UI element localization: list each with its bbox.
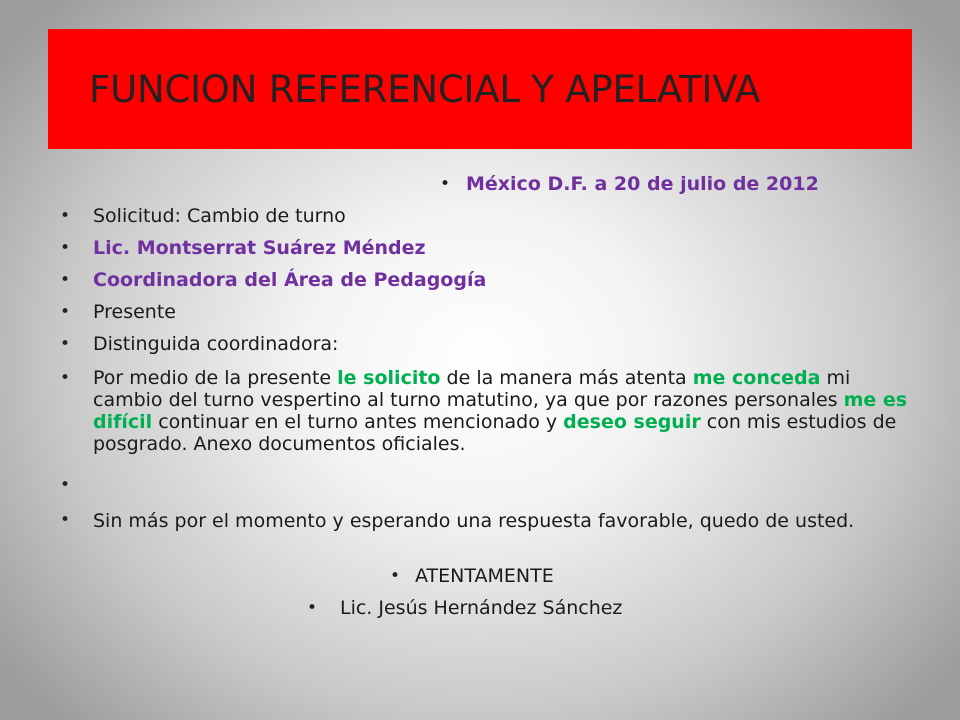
bullet-closing: • [60, 510, 71, 530]
subject-line: Solicitud: Cambio de turno [93, 205, 346, 227]
closing-paragraph: Sin más por el momento y esperando una respuesta favorable, quedo de usted. [93, 510, 855, 532]
recipient-title: Coordinadora del Área de Pedagogía [93, 269, 487, 291]
bullet-recipient-name: • [60, 238, 71, 258]
body-text-1: Por medio de la presente [93, 367, 338, 389]
bullet-date: • [440, 174, 451, 194]
bullet-presente: • [60, 302, 71, 322]
slide-title: FUNCION REFERENCIAL Y APELATIVA [89, 67, 761, 111]
signature-line: Lic. Jesús Hernández Sánchez [340, 597, 623, 619]
highlight-me-conceda: me conceda [692, 367, 821, 389]
date-line: México D.F. a 20 de julio de 2012 [466, 173, 819, 195]
highlight-me-es-dificil: me es difícil [93, 389, 908, 433]
highlight-deseo-seguir: deseo seguir [563, 411, 701, 433]
bullet-subject: • [60, 206, 71, 226]
presente-line: Presente [93, 301, 176, 323]
body-paragraph [93, 367, 913, 455]
body-text-4: continuar en el turno antes mencionado y [152, 411, 564, 433]
bullet-signature: • [307, 598, 318, 618]
bullet-farewell: • [390, 566, 401, 586]
body-text-5: con mis estudios de posgrado. Anexo documentos oficiales. [93, 411, 897, 455]
bullet-recipient-title: • [60, 270, 71, 290]
bullet-greeting: • [60, 334, 71, 354]
recipient-name: Lic. Montserrat Suárez Méndez [93, 237, 426, 259]
bullet-body: • [60, 368, 71, 388]
body-text-3: mi cambio del turno vespertino al turno matutino, ya que por razones personales [93, 367, 851, 411]
body-text-2: de la manera más atenta [440, 367, 693, 389]
highlight-le-solicito: le solicito [337, 367, 441, 389]
farewell-line: ATENTAMENTE [415, 565, 554, 587]
greeting-line: Distinguida coordinadora: [93, 333, 339, 355]
bullet-empty: • [60, 475, 71, 495]
